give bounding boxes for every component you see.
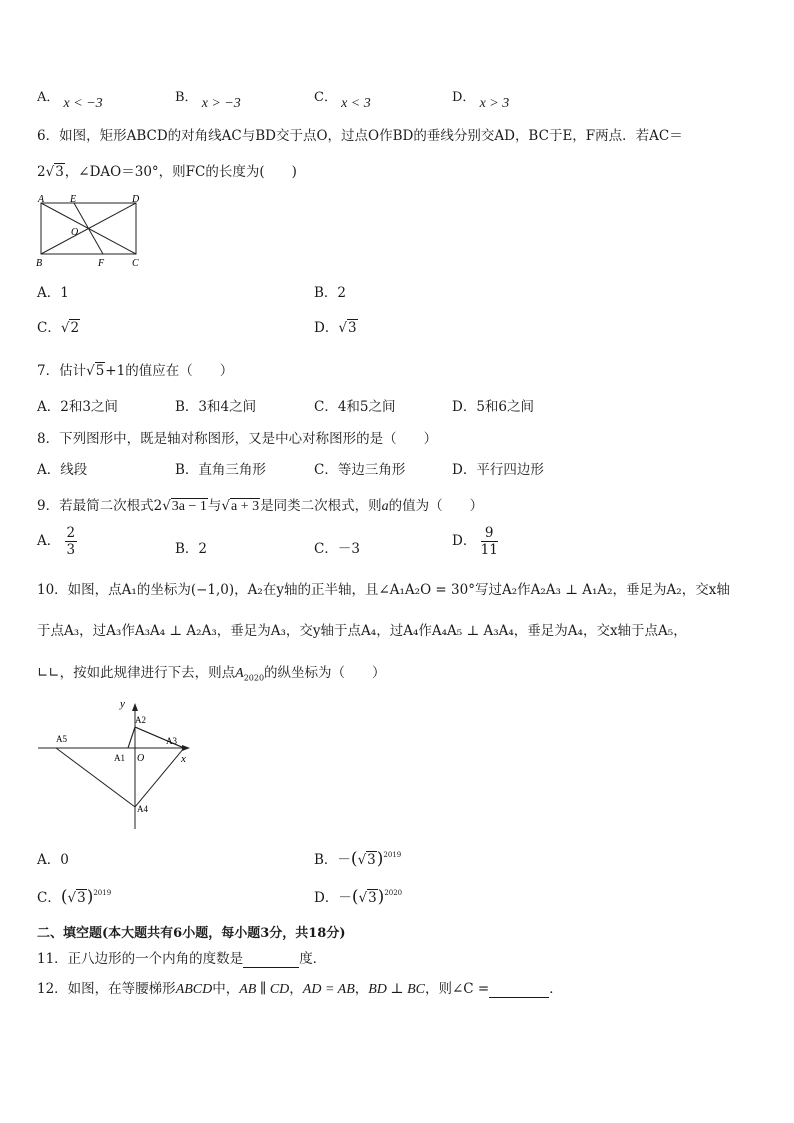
q6-rectangle-figure xyxy=(34,193,144,269)
fraction-2-3: $\frac{2}{3}$ xyxy=(66,525,76,558)
label-a: A xyxy=(38,194,45,205)
fraction-9-11: $\frac{9}{11}$ xyxy=(480,525,498,558)
q11-stem: 11．正八边形的一个内角的度数是 度． xyxy=(37,951,327,967)
q5-option-d: D． x > 3 xyxy=(452,90,510,111)
segment-ef xyxy=(74,203,103,254)
q6-option-b: B．2 xyxy=(314,285,347,301)
label-e: E xyxy=(70,194,77,205)
q8-option-c: C．等边三角形 xyxy=(314,462,406,478)
q10-option-a: A．0 xyxy=(37,852,69,868)
label-a4: A4 xyxy=(137,804,148,814)
q10-option-c: C．$(√3)^{2019}$ xyxy=(37,887,112,907)
q8-stem: 8．下列图形中，既是轴对称图形，又是中心对称图形的是（ ） xyxy=(37,431,438,447)
q9-option-d: D． $\frac{9}{11}$ xyxy=(452,525,498,558)
spiral-polyline xyxy=(56,727,184,807)
q7-stem: 7．估计√5+1的值应在（ ） xyxy=(37,363,234,379)
label-a5: A5 xyxy=(56,734,67,744)
q10-stem-line3: ∟∟，按如此规律进行下去，则点$A_{2020}$的纵坐标为（ ） xyxy=(37,665,386,683)
q8-option-d: D．平行四边形 xyxy=(452,462,544,478)
label-x: x xyxy=(181,753,186,765)
q5-option-a: A． x < −3 xyxy=(37,90,103,111)
label-origin: O xyxy=(137,753,145,764)
q7-option-d: D．5和6之间 xyxy=(452,399,535,415)
q8-option-b: B．直角三角形 xyxy=(175,462,266,478)
label-a2: A2 xyxy=(135,715,146,725)
q10-stem-line2: 于点A₃，过A₃作A₃A₄ ⊥ A₂A₃，垂足为A₃，交y轴于点A₄，过A₄作A₄A₅ ⊥ A₃A₄，垂足为A₄，交x轴于点A₅， xyxy=(37,623,687,639)
q9-stem: 9．若最简二次根式2√3a − 1与√a + 3是同类二次根式，则a的值为（ ） xyxy=(37,498,484,514)
section-heading-fill-in: 二、填空题(本大题共有6小题，每小题3分，共18分) xyxy=(37,926,346,941)
q12-answer-blank[interactable] xyxy=(489,981,549,998)
q6-option-c: C．√2 xyxy=(37,320,80,336)
q11-answer-blank[interactable] xyxy=(243,951,299,968)
q10-option-b: B．$-(√3)^{2019}$ xyxy=(314,849,402,869)
q7-option-a: A．2和3之间 xyxy=(37,399,118,415)
q6-option-d: D．√3 xyxy=(314,320,357,336)
q6-radicand: 3 xyxy=(55,164,64,180)
q10-option-d: D．$-(√3)^{2020}$ xyxy=(314,887,403,907)
q9-option-c: C．－3 xyxy=(314,541,360,557)
label-f: F xyxy=(98,258,105,269)
label-a1: A1 xyxy=(114,753,125,763)
q8-option-a: A．线段 xyxy=(37,462,88,478)
q6-option-a: A．1 xyxy=(37,285,69,301)
q7-option-c: C．4和5之间 xyxy=(314,399,396,415)
q10-coordinate-figure xyxy=(38,695,198,833)
q6-stem-line1: 6．如图，矩形ABCD的对角线AC与BD交于点O，过点O作BD的垂线分别交AD，BC于E，F两点．若AC＝ xyxy=(37,128,683,144)
q6-stem-line2: 2√3，∠DAO＝30°，则FC的长度为( ) xyxy=(37,164,297,180)
label-b: B xyxy=(36,258,43,269)
label-d: D xyxy=(132,194,140,205)
q12-stem: 12．如图，在等腰梯形ABCD中，AB ∥ CD，AD = AB，BD ⊥ BC，则∠C = ． xyxy=(37,981,563,997)
q7-option-b: B．3和4之间 xyxy=(175,399,257,415)
label-y: y xyxy=(120,698,125,710)
q9-option-a: A． $\frac{2}{3}$ xyxy=(37,525,76,558)
q10-stem-line1: 10．如图，点A₁的坐标为(−1,0)，A₂在y轴的正半轴，且∠A₁A₂O = 30°写过A₂作A₂A₃ ⊥ A₁A₂，垂足为A₂，交x轴 xyxy=(37,582,730,598)
segment-a1a2 xyxy=(128,727,135,748)
q5-option-b: B． x > −3 xyxy=(175,90,241,111)
q9-option-b: B．2 xyxy=(175,541,208,557)
label-c: C xyxy=(132,258,139,269)
y-axis-arrow xyxy=(132,703,138,711)
q5-option-c: C． x < 3 xyxy=(314,90,371,111)
label-o: O xyxy=(71,227,79,238)
label-a3: A3 xyxy=(166,736,177,746)
